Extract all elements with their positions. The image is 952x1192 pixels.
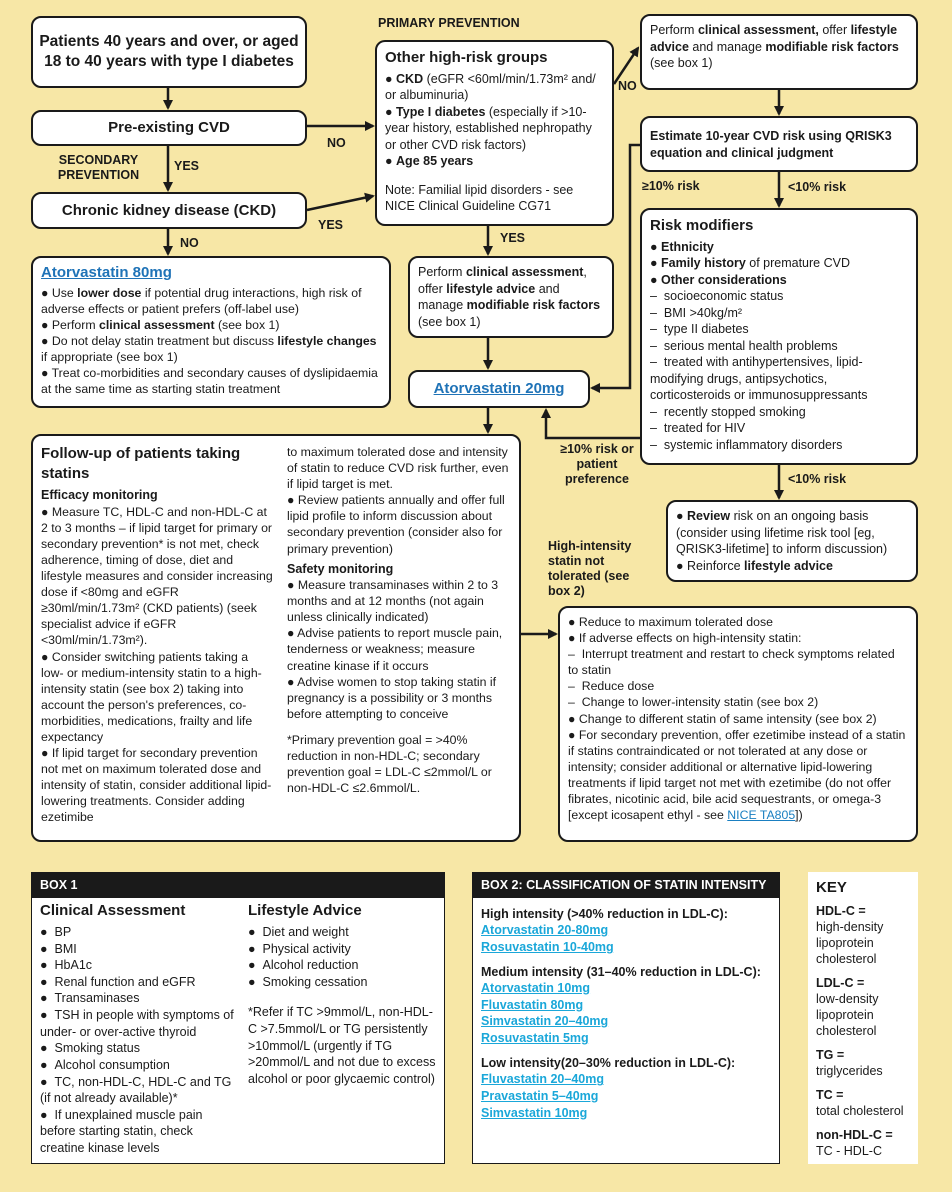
modifier-item: – BMI >40kg/m² (650, 305, 743, 320)
clinical-assessment-item: ● HbA1c (40, 958, 93, 973)
no-label-highrisk: NO (618, 79, 637, 93)
no-label-cvd: NO (327, 136, 346, 150)
clinical-assessment-item: ● Transaminases (40, 991, 140, 1006)
box2-content (473, 898, 779, 1122)
age-item: ● Age 85 years (385, 154, 474, 169)
other-high-risk-title: Other high-risk groups (385, 49, 548, 66)
family-history-item: ● Family history of premature CVD (650, 256, 850, 271)
arrow-modifiers-to-atorva20 (546, 410, 640, 438)
risk-modifiers-box (640, 208, 918, 465)
not-tolerated-item: ● Reduce to maximum tolerated dose (568, 615, 773, 629)
modifier-item: – recently stopped smoking (650, 404, 806, 419)
followup-right-column (287, 444, 513, 796)
not-tolerated-subitem: – Interrupt treatment and restart to check symptoms related to statin (568, 647, 895, 678)
safety-item: ● Advise patients to report muscle pain, tenderness or weakness; measure creatine kinase if it occurs (287, 626, 503, 673)
efficacy-item: ● Measure TC, HDL-C and non-HDL-C at 2 to 3 months – if lipid target for primary or secondary prevention* is not met, check adherence, timing of dose, diet and lifestyle measures and consider increasing dose if <80mg and eGFR ≥30ml/min/1.73m² (CKD patients) (seek specialist advice if eGFR <30ml/min/1.73m²). (41, 504, 273, 648)
medium-intensity-title: Medium intensity (31–40% reduction in LDL-C): (481, 964, 761, 979)
low-intensity-title: Low intensity(20–30% reduction in LDL-C): (481, 1055, 736, 1070)
atorvastatin-20-link[interactable]: Atorvastatin 20mg (433, 380, 565, 398)
followup-box (31, 434, 521, 842)
not-tolerated-item: ● Change to different statin of same intensity (see box 2) (568, 711, 877, 726)
clinical-assessment-title: Clinical Assessment (40, 902, 186, 919)
safety-heading: Safety monitoring (287, 561, 394, 576)
statin-link[interactable]: Rosuvastatin 5mg (481, 1031, 589, 1045)
other-considerations-item: ● Other considerations (650, 272, 787, 287)
safety-item: ● Measure transaminases within 2 to 3 months and at 12 months (not again unless clinically indicated) (287, 578, 499, 625)
ethnicity-item: ● Ethnicity (650, 239, 714, 254)
modifier-item: – treated for HIV (650, 421, 746, 436)
perform-assessment-mid-box: Perform clinical assessment, offer lifestyle advice and manage modifiable risk factors (see box 1) (408, 256, 614, 338)
lifestyle-advice-item: ● Smoking cessation (248, 974, 368, 989)
lifestyle-advice-item: ● Diet and weight (248, 924, 349, 939)
not-tolerated-box (558, 606, 918, 842)
followup-left-column (41, 444, 273, 826)
key-item: TG = triglycerides (816, 1048, 883, 1079)
ckd-box: Chronic kidney disease (CKD) (31, 192, 307, 229)
statin-link[interactable]: Fluvastatin 20–40mg (481, 1072, 604, 1087)
lifestyle-advice-item: ● Physical activity (248, 941, 351, 956)
statin-link[interactable]: Atorvastatin 20-80mg (481, 923, 609, 938)
nice-ta805-link[interactable]: NICE TA805 (727, 808, 796, 823)
efficacy-heading: Efficacy monitoring (41, 488, 158, 503)
modifier-item: – serious mental health problems (650, 338, 838, 353)
modifier-item: – type II diabetes (650, 322, 749, 337)
other-high-risk-box (375, 40, 614, 226)
statin-link[interactable]: Rosuvastatin 10-40mg (481, 939, 614, 954)
lt10-label-top: <10% risk (788, 180, 847, 194)
atorvastatin-20-box (408, 370, 590, 408)
ge10-label: ≥10% risk (642, 179, 700, 193)
key-item: non-HDL-C = TC - HDL-C (816, 1128, 893, 1159)
modifier-item: – systemic inflammatory disorders (650, 437, 843, 452)
box2-header: BOX 2: CLASSIFICATION OF STATIN INTENSITY (473, 873, 779, 898)
review-risk-box (666, 500, 918, 582)
safety-item: ● Advise women to stop taking statin if pregnancy is a possibility or 3 months before attempting to conceive (287, 674, 497, 721)
clinical-assessment-item: ● Smoking status (40, 1041, 140, 1056)
atorvastatin-80-box (31, 256, 391, 408)
yes-label-highrisk: YES (500, 231, 526, 245)
yes-label-cvd: YES (174, 159, 200, 173)
estimate-risk-box: Estimate 10-year CVD risk using QRISK3 equation and clinical judgment (640, 116, 918, 172)
lt10-label-bottom: <10% risk (788, 472, 847, 486)
statin-link[interactable]: Atorvastatin 10mg (481, 981, 591, 996)
primary-prevention-label: PRIMARY PREVENTION (378, 16, 520, 30)
clinical-assessment-item: ● If unexplained muscle pain before starting statin, check creatine kinase levels (40, 1107, 203, 1156)
clinical-assessment-item: ● Perform clinical assessment (see box 1) (41, 317, 280, 332)
key-item: TC = total cholesterol (816, 1088, 904, 1119)
box1 (31, 872, 445, 1164)
lifestyle-advice-item: ● Alcohol reduction (248, 958, 359, 973)
clinical-assessment-item: ● BP (40, 924, 72, 939)
efficacy-item: ● If lipid target for secondary prevention not met on maximum tolerated dose and intensity of statin, consider additional lipid-lowering treatments. Consider adding ezetimibe (41, 746, 272, 825)
clinical-assessment-item: ● TSH in people with symptoms of under- or over-active thyroid (40, 1008, 234, 1039)
ge10-or-preference-label: ≥10% risk or patient preference (560, 442, 634, 486)
comorbidities-item: ● Treat co-morbidities and secondary causes of dyslipidaemia at the same time as starting statin treatment (41, 366, 378, 397)
patients-box: Patients 40 years and over, or aged 18 to 40 years with type I diabetes (31, 16, 307, 88)
efficacy-item: ● Consider switching patients taking a low- or medium-intensity statin to a high-intensity statin (see box 2) taking into account the person's preferences, co-morbidities, medications, frailty and life expectancy (41, 649, 262, 744)
preexisting-cvd-box: Pre-existing CVD (31, 110, 307, 146)
secondary-prevention-label: SECONDARY PREVENTION (57, 153, 140, 182)
ckd-item: ● CKD (eGFR <60ml/min/1.73m² and/ or albuminuria) (385, 71, 596, 103)
clinical-assessment-item: ● Alcohol consumption (40, 1057, 170, 1072)
statin-link[interactable]: Simvastatin 20–40mg (481, 1014, 609, 1029)
clinical-assessment-item: ● BMI (40, 941, 77, 956)
modifier-item: – socioeconomic status (650, 289, 784, 304)
not-tolerated-subitem: – Reduce dose (568, 679, 655, 694)
lifestyle-advice-column (248, 901, 438, 1088)
arrow-ckd-to-highrisk (307, 196, 373, 210)
lifestyle-advice-title: Lifestyle Advice (248, 902, 362, 919)
no-label-ckd: NO (180, 236, 199, 250)
not-tolerated-item: ● If adverse effects on high-intensity statin: (568, 631, 802, 646)
referral-note: *Refer if TC >9mmol/L, non-HDL-C >7.5mmol/L or TG persistently >10mmol/L (urgently if TG >20mmol/L and not due to excess alcohol or poor glycaemic control) (248, 1005, 436, 1086)
key-title: KEY (816, 879, 847, 896)
atorvastatin-80-link[interactable]: Atorvastatin 80mg (41, 264, 172, 281)
efficacy-continuation: to maximum tolerated dose and intensity of statin to reduce CVD risk further, even if lipid target is met. (287, 445, 509, 492)
key-box (808, 872, 918, 1164)
not-tolerated-subitem: – Change to lower-intensity statin (see box 2) (568, 695, 819, 710)
key-item: LDL-C = low-density lipoprotein cholesterol (816, 976, 879, 1039)
statin-link[interactable]: Pravastatin 5–40mg (481, 1088, 599, 1103)
lower-dose-item: ● Use lower dose if potential drug interactions, high risk of adverse effects or patient prefers (off-label use) (41, 285, 362, 316)
key-item: HDL-C = high-density lipoprotein cholesterol (816, 904, 884, 967)
followup-title: Follow-up of patients taking statins (41, 445, 241, 482)
efficacy-item: ● Review patients annually and offer full lipid profile to inform discussion about secondary prevention (consider also for primary prevention) (287, 493, 505, 556)
goal-note: *Primary prevention goal = >40% reduction in non-HDL-C; secondary prevention goal = LDL-C ≤2mmol/L or non-HDL-C ≤2.6mmol/L. (287, 732, 492, 796)
modifier-item: – treated with antihypertensives, lipid-modifying drugs, antipsychotics, corticosteroids or immunosuppressants (650, 355, 868, 403)
reinforce-item: ● Reinforce lifestyle advice (676, 558, 833, 573)
statin-link[interactable]: Simvastatin 10mg (481, 1105, 588, 1120)
not-tolerated-item: ● For secondary prevention, offer ezetimibe instead of a statin if statins contraindicated or not tolerated at any dose or intensity; consider additional or alternative lipid-lowering treatments if lipid target not met with ezetimibe (do not offer fibrates, nicotinic acid, bile acid sequestrants, or omega-3 [except icosapent ethyl - see NICE TA805]) (568, 727, 906, 823)
clinical-assessment-column (40, 901, 240, 1157)
high-intensity-title: High intensity (>40% reduction in LDL-C): (481, 906, 728, 921)
risk-modifiers-title: Risk modifiers (650, 217, 754, 234)
lifestyle-item: ● Do not delay statin treatment but discuss lifestyle changes if appropriate (see box 1) (41, 333, 377, 365)
statin-link[interactable]: Fluvastatin 80mg (481, 997, 584, 1012)
box1-header: BOX 1 (32, 873, 444, 898)
clinical-assessment-item: ● Renal function and eGFR (40, 974, 196, 989)
perform-assessment-top-box: Perform clinical assessment, offer lifestyle advice and manage modifiable risk factors (see box 1) (640, 14, 918, 90)
type1-diabetes-item: ● Type I diabetes (especially if >10-year history, established nephropathy or other CVD risk factors) (385, 104, 592, 152)
box2 (472, 872, 780, 1164)
high-intensity-not-tolerated-label: High-intensity statin not tolerated (see box 2) (548, 539, 632, 598)
review-item: ● Review risk on an ongoing basis (consider using lifetime risk tool [eg, QRISK3-lifetime] to inform discussion) (676, 509, 888, 556)
clinical-assessment-item: ● TC, non-HDL-C, HDL-C and TG (if not already available)* (40, 1074, 232, 1106)
yes-label-ckd: YES (318, 218, 344, 232)
familial-note: Note: Familial lipid disorders - see NICE Clinical Guideline CG71 (385, 182, 574, 214)
